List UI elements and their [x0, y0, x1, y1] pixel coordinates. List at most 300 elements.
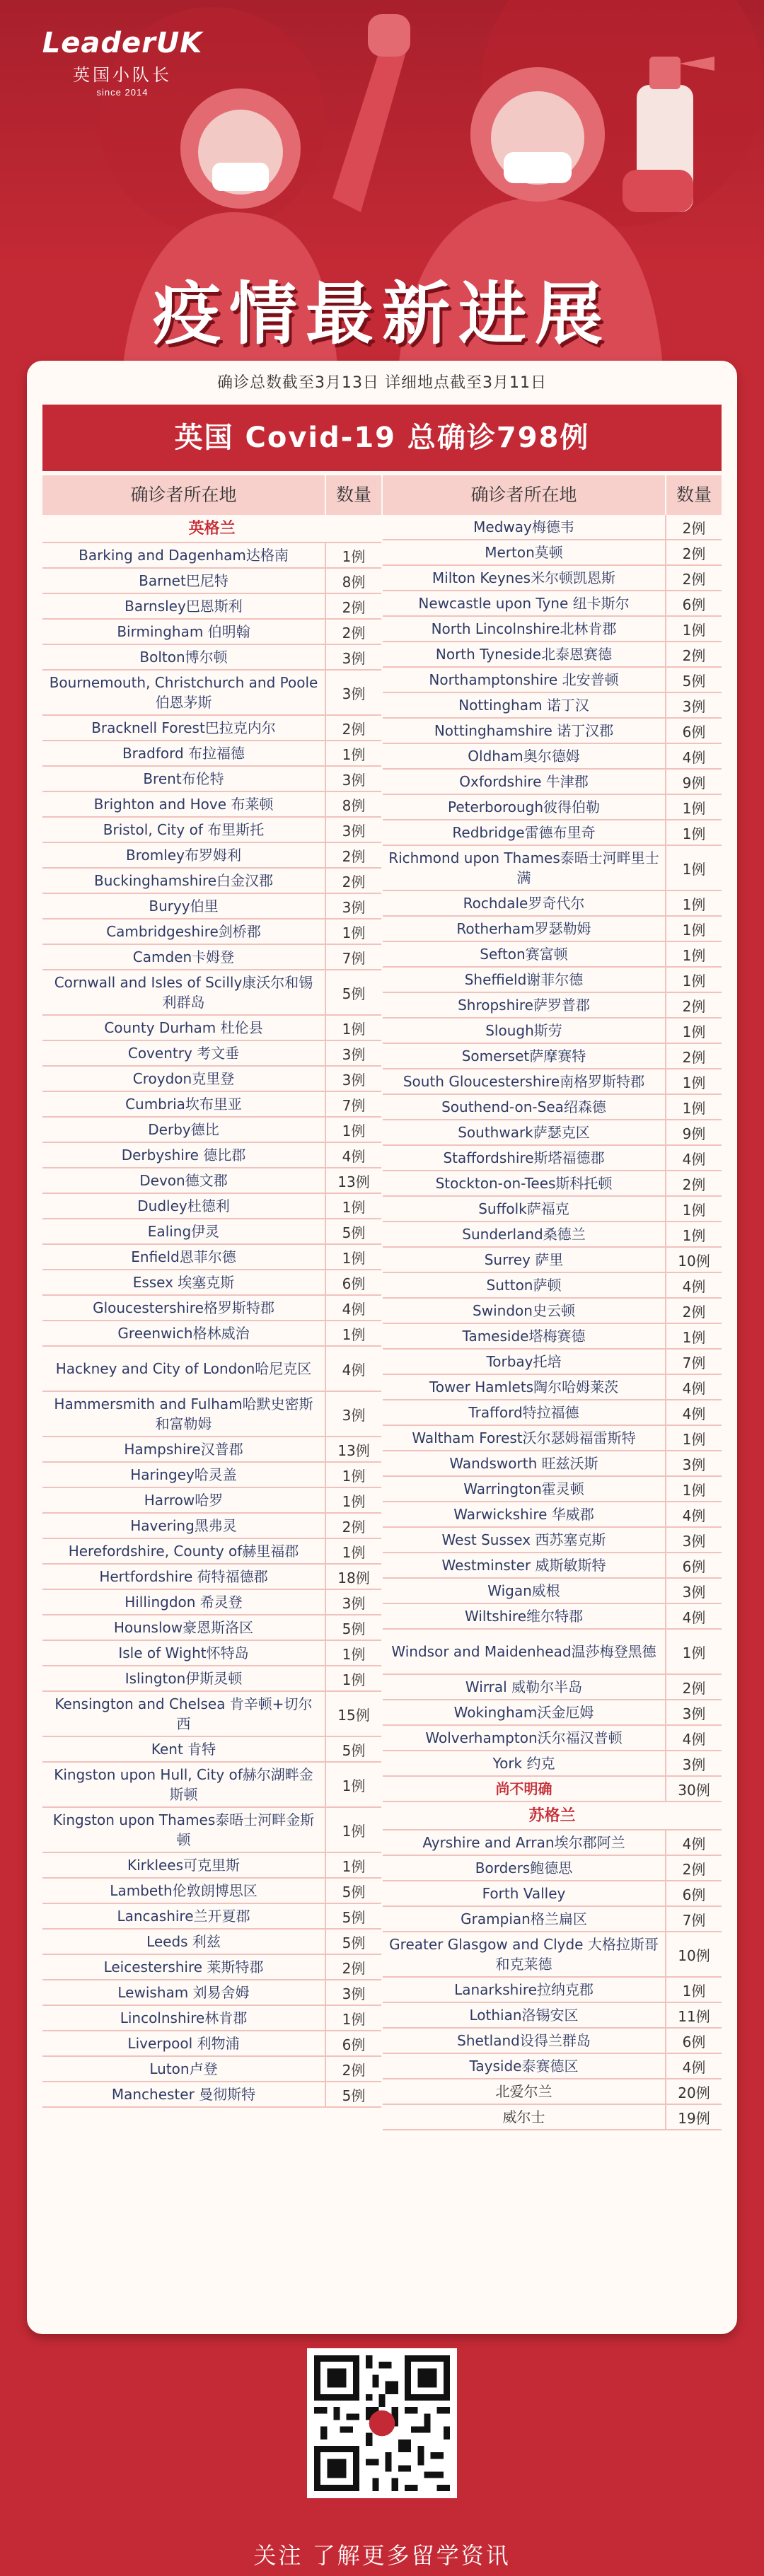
row-location: Havering黑弗灵: [130, 1517, 237, 1534]
row-location: Lambeth伦敦朗博思区: [110, 1882, 257, 1899]
table-row: [383, 1273, 722, 1299]
row-count: 1例: [325, 1016, 381, 1040]
table-row: [383, 1978, 722, 2003]
row-count: 3例: [665, 1751, 722, 1775]
table-row: [42, 1565, 381, 1590]
row-count: 1例: [665, 1324, 722, 1348]
row-location: Tayside泰赛德区: [469, 2058, 579, 2075]
row-location: Barnsley巴恩斯利: [125, 598, 243, 615]
row-count: 1例: [325, 1641, 381, 1665]
brand-logo: [34, 27, 211, 98]
row-count: 2例: [665, 1044, 722, 1068]
row-location: Swindon史云顿: [473, 1302, 575, 1319]
row-location: Barnet巴尼特: [139, 572, 228, 589]
row-location: Derby德比: [148, 1121, 219, 1138]
table-row: [42, 543, 381, 569]
table-row: [383, 1932, 722, 1978]
row-count: 5例: [325, 970, 381, 1014]
table-row: [42, 2082, 381, 2108]
row-count: 5例: [325, 1737, 381, 1761]
table-row: [42, 1514, 381, 1539]
row-count: 1例: [665, 917, 722, 941]
table-row: [42, 1539, 381, 1565]
row-location: Borders鲍德思: [475, 1860, 573, 1876]
row-count: 1例: [665, 1069, 722, 1093]
row-location: Hampshire汉普郡: [124, 1441, 243, 1458]
row-location: Sefton赛富顿: [480, 946, 568, 963]
row-count: 8例: [325, 569, 381, 593]
table-row: [383, 1675, 722, 1700]
row-count: 4例: [665, 1726, 722, 1750]
row-count: 4例: [665, 1375, 722, 1399]
row-location: Barking and Dagenham达格南: [79, 547, 289, 564]
row-location: Gloucestershire格罗斯特郡: [93, 1299, 274, 1316]
table-row: [42, 716, 381, 741]
section-england: 英格兰: [42, 515, 381, 543]
row-count: 1例: [665, 1477, 722, 1501]
row-location: Greater Glasgow and Clyde 大格拉斯哥和克莱德: [389, 1936, 659, 1973]
table-row: [42, 1168, 381, 1194]
row-location: Essex 埃塞克斯: [132, 1274, 235, 1291]
row-count: 3例: [325, 894, 381, 918]
row-location: Rochdale罗奇代尔: [463, 895, 585, 912]
table-row: [383, 668, 722, 693]
row-location: Waltham Forest沃尔瑟姆福雷斯特: [412, 1429, 636, 1446]
table-row: [42, 767, 381, 792]
table-row: [42, 2057, 381, 2082]
row-count: 3例: [325, 767, 381, 791]
row-location: Newcastle upon Tyne 纽卡斯尔: [418, 595, 630, 612]
row-count: 1例: [665, 1630, 722, 1673]
row-location: Isle of Wight怀特岛: [118, 1644, 249, 1661]
row-location: County Durham 杜伦县: [104, 1019, 263, 1036]
row-location: Nottingham 诺丁汉: [458, 697, 589, 714]
table-row: [42, 1488, 381, 1514]
table-row: [42, 1347, 381, 1392]
row-location: Croydon克里登: [132, 1070, 235, 1087]
table-row: [42, 1879, 381, 1904]
table-row: [42, 1219, 381, 1245]
row-count: 2例: [665, 1675, 722, 1699]
header-location: 确诊者所在地: [470, 485, 577, 505]
row-count: 6例: [665, 719, 722, 743]
row-location: Wolverhampton沃尔福汉普顿: [425, 1729, 623, 1746]
table-row: [383, 2029, 722, 2054]
hero-banner: [0, 0, 764, 396]
right-table-body-2: [383, 1831, 722, 2130]
table-row: [42, 970, 381, 1016]
row-count: 1例: [325, 1666, 381, 1690]
table-row: [383, 1604, 722, 1630]
row-location: Kingston upon Thames泰晤士河畔金斯顿: [52, 1811, 315, 1848]
table-row: [383, 591, 722, 617]
row-location: Torbay托培: [486, 1353, 562, 1370]
table-row: [42, 792, 381, 818]
row-count: 3例: [665, 693, 722, 717]
row-count: 7例: [665, 1350, 722, 1374]
row-location: Devon德文郡: [139, 1172, 228, 1189]
row-count: 3例: [325, 1980, 381, 2004]
right-table-body: [383, 515, 722, 1802]
row-location: Bracknell Forest巴拉克内尔: [91, 719, 276, 736]
table-row: [383, 917, 722, 942]
brand-since: since 2014: [96, 87, 149, 98]
total-cases-banner: 英国 Covid-19 总确诊798例: [42, 405, 722, 471]
row-location: Buryy伯里: [149, 898, 219, 915]
table-row: [383, 968, 722, 993]
row-count: 10例: [665, 1248, 722, 1272]
row-location: Trafford特拉福德: [468, 1404, 579, 1421]
table-row: [383, 540, 722, 566]
table-row: [383, 719, 722, 744]
row-count: 8例: [325, 792, 381, 816]
row-location: 威尔士: [502, 2108, 545, 2125]
row-count: 5例: [325, 1219, 381, 1243]
table-row: [42, 1392, 381, 1437]
row-location: Rotherham罗瑟勒姆: [456, 920, 591, 937]
row-count: 13例: [325, 1437, 381, 1461]
row-location: Warwickshire 华威郡: [453, 1506, 594, 1523]
row-count: 4例: [665, 1400, 722, 1425]
row-count: 5例: [325, 1615, 381, 1640]
row-location: Windsor and Maidenhead温莎梅登黑德: [391, 1643, 656, 1660]
row-location: North Lincolnshire北林肯郡: [431, 620, 617, 637]
row-location: Haringey哈灵盖: [130, 1466, 237, 1483]
table-row: [42, 741, 381, 767]
table-row: [42, 1853, 381, 1879]
table-row: [42, 1463, 381, 1488]
row-location: Medway梅德韦: [473, 518, 574, 535]
table-row: [383, 942, 722, 968]
row-location: Brighton and Hove 布莱顿: [93, 796, 274, 813]
row-location: Cornwall and Isles of Scilly康沃尔和锡利群岛: [54, 974, 313, 1011]
row-count: 6例: [665, 1881, 722, 1905]
row-count: 20例: [665, 2079, 722, 2104]
row-location: Herefordshire, County of赫里福郡: [68, 1543, 299, 1560]
row-count: 19例: [665, 2105, 722, 2129]
table-row: [383, 1502, 722, 1528]
row-location: Oxfordshire 牛津郡: [459, 773, 589, 790]
row-count: 6例: [665, 591, 722, 615]
table-row: [42, 1615, 381, 1641]
row-location: Hertfordshire 荷特福德郡: [99, 1568, 268, 1585]
table-row: [383, 1019, 722, 1044]
row-location: Ayrshire and Arran埃尔郡阿兰: [422, 1834, 625, 1851]
row-count: 18例: [325, 1565, 381, 1589]
table-row: [383, 617, 722, 642]
row-count: 1例: [325, 1321, 381, 1345]
row-count: 1例: [665, 1019, 722, 1043]
row-location: Manchester 曼彻斯特: [111, 2086, 256, 2103]
row-location: Greenwich格林威治: [117, 1325, 250, 1342]
row-count: 3例: [325, 1067, 381, 1091]
row-location: Westminster 威斯敏斯特: [441, 1557, 606, 1574]
row-count: 1例: [665, 968, 722, 992]
row-count: 5例: [325, 2082, 381, 2106]
table-row: [383, 1324, 722, 1350]
row-location: Kirklees可克里斯: [127, 1857, 241, 1874]
table-row: [42, 1930, 381, 1955]
left-table-body: [42, 543, 381, 2108]
row-count: 1例: [325, 1539, 381, 1563]
row-count: 2例: [325, 716, 381, 740]
table-row: [42, 1980, 381, 2006]
row-location: North Tyneside北泰恩赛德: [435, 646, 613, 663]
row-count: 1例: [665, 1095, 722, 1119]
table-row: [383, 1451, 722, 1477]
table-row: [42, 1641, 381, 1666]
row-count: 1例: [325, 741, 381, 765]
row-count: 2例: [325, 1514, 381, 1538]
row-location: Wiltshire维尔特郡: [464, 1608, 584, 1625]
row-count: 3例: [665, 1528, 722, 1552]
table-row: [383, 1831, 722, 1856]
row-location: Leicestershire 莱斯特郡: [103, 1959, 264, 1975]
row-location: Grampian格兰扁区: [461, 1910, 587, 1927]
row-count: 1例: [325, 1488, 381, 1512]
row-location: Derbyshire 德比郡: [121, 1147, 246, 1164]
row-location: Brent布伦特: [143, 770, 224, 787]
table-header: [383, 475, 722, 515]
row-location: Forth Valley: [482, 1885, 566, 1902]
table-row: [42, 620, 381, 645]
table-row: [383, 1751, 722, 1777]
row-count: 5例: [325, 1879, 381, 1903]
row-count: 7例: [325, 1092, 381, 1116]
table-row: [42, 1270, 381, 1296]
table-row: [383, 1630, 722, 1675]
row-location: Sheffield谢菲尔德: [464, 971, 584, 988]
row-location: Camden卡姆登: [132, 948, 235, 965]
row-location: Sutton萨顿: [486, 1277, 562, 1294]
row-location: Hillingdon 希灵登: [125, 1594, 243, 1611]
table-row: [383, 2054, 722, 2079]
row-location: Hackney and City of London哈尼克区: [55, 1360, 312, 1377]
table-row: [42, 1692, 381, 1737]
row-count: 3例: [665, 1579, 722, 1603]
table-row: [42, 818, 381, 843]
table-row: [383, 1095, 722, 1120]
row-location: 尚不明确: [495, 1780, 552, 1797]
row-count: 2例: [665, 566, 722, 590]
qr-code-icon: [314, 2355, 450, 2491]
row-count: 2例: [665, 1856, 722, 1880]
row-count: 7例: [665, 1907, 722, 1931]
row-count: 2例: [325, 869, 381, 893]
row-count: 3例: [325, 1392, 381, 1436]
date-note: 确诊总数截至3月13日 详细地点截至3月11日: [217, 374, 547, 392]
row-location: Harrow哈罗: [144, 1492, 224, 1509]
table-row: [42, 1067, 381, 1092]
table-row: [42, 1763, 381, 1808]
row-count: 1例: [665, 1426, 722, 1450]
row-location: Wandsworth 旺兹沃斯: [449, 1455, 598, 1472]
row-location: Milton Keynes米尔顿凯恩斯: [432, 569, 616, 586]
row-location: Dudley杜德利: [137, 1197, 230, 1214]
row-count: 3例: [325, 671, 381, 714]
row-count: 1例: [325, 1245, 381, 1269]
row-location: Ealing伊灵: [147, 1223, 220, 1240]
row-location: Liverpool 利物浦: [127, 2035, 240, 2052]
table-row: [383, 1299, 722, 1324]
header-count: 数量: [665, 475, 722, 515]
row-location: Nottinghamshire 诺丁汉郡: [434, 722, 614, 739]
row-count: 6例: [665, 2029, 722, 2053]
row-count: 1例: [665, 1222, 722, 1246]
row-location: York 约克: [492, 1755, 555, 1772]
row-count: 6例: [325, 1270, 381, 1294]
table-row: [383, 1856, 722, 1881]
row-count: 5例: [665, 668, 722, 692]
row-location: Richmond upon Thames泰晤士河畔里士满: [388, 849, 659, 886]
row-count: 1例: [325, 1808, 381, 1852]
row-location: Enfield恩菲尔德: [131, 1248, 236, 1265]
table-row: [383, 515, 722, 540]
row-count: 9例: [665, 770, 722, 794]
row-location: Peterborough彼得伯勒: [447, 799, 601, 816]
follow-footer: 关注 了解更多留学资讯: [253, 2542, 511, 2569]
row-location: Merton莫顿: [485, 544, 563, 561]
row-count: 7例: [325, 945, 381, 969]
qr-code[interactable]: [307, 2348, 457, 2498]
row-count: 5例: [325, 1904, 381, 1928]
row-count: 1例: [665, 795, 722, 819]
row-count: 1例: [325, 919, 381, 944]
stats-card: [27, 361, 737, 2334]
row-location: Shetland设得兰群岛: [457, 2032, 591, 2049]
row-location: Lanarkshire拉纳克郡: [454, 1981, 594, 1998]
row-count: 1例: [325, 1763, 381, 1806]
row-count: 1例: [325, 1194, 381, 1218]
row-count: 4例: [665, 1502, 722, 1526]
row-count: 4例: [325, 1347, 381, 1391]
row-location: West Sussex 西苏塞克斯: [441, 1531, 606, 1548]
row-count: 2例: [665, 993, 722, 1017]
table-row: [383, 1553, 722, 1579]
row-location: Luton卢登: [149, 2060, 218, 2077]
table-row: [42, 1245, 381, 1270]
row-location: Slough斯劳: [485, 1022, 562, 1039]
row-location: Warrington霍灵顿: [463, 1480, 584, 1497]
table-row: [42, 1041, 381, 1067]
table-row: [383, 1350, 722, 1375]
row-count: 1例: [665, 846, 722, 890]
row-count: 1例: [665, 942, 722, 966]
table-row: [383, 1881, 722, 1907]
row-count: 15例: [325, 1692, 381, 1736]
row-count: 1例: [665, 1978, 722, 2002]
row-location: 北爱尔兰: [495, 2083, 552, 2100]
row-location: Kent 肯特: [151, 1741, 216, 1758]
table-row: [42, 945, 381, 970]
table-row: [383, 993, 722, 1019]
row-count: 2例: [665, 1299, 722, 1323]
table-row: [383, 1120, 722, 1146]
row-count: 30例: [665, 1777, 722, 1801]
row-location: Southend-on-Sea绍森德: [441, 1098, 606, 1115]
table-row: [42, 1016, 381, 1041]
row-count: 4例: [665, 1831, 722, 1855]
row-location: Wigan威根: [487, 1582, 560, 1599]
table-row: [383, 1069, 722, 1095]
table-row: [42, 1437, 381, 1463]
row-count: 2例: [325, 843, 381, 867]
table-row: [383, 642, 722, 668]
row-count: 11例: [665, 2003, 722, 2027]
header-location: 确诊者所在地: [130, 485, 237, 505]
row-location: Tower Hamlets陶尔哈姆莱茨: [429, 1379, 619, 1396]
row-count: 5例: [325, 1930, 381, 1954]
row-count: 2例: [325, 2057, 381, 2081]
table-row: [383, 820, 722, 846]
table-row: [383, 693, 722, 719]
table-row: [383, 1375, 722, 1400]
table-row: [383, 891, 722, 917]
row-count: 2例: [665, 642, 722, 666]
row-location: Somerset萨摩赛特: [461, 1048, 586, 1064]
table-row: [383, 1907, 722, 1932]
table-row: [383, 1579, 722, 1604]
table-row: [42, 1118, 381, 1143]
table-row: [383, 1044, 722, 1069]
table-row: [383, 795, 722, 820]
row-location: Bolton博尔顿: [139, 649, 228, 666]
row-count: 4例: [665, 1273, 722, 1297]
row-location: Islington伊斯灵顿: [125, 1670, 243, 1687]
row-location: Kensington and Chelsea 肯辛顿+切尔西: [54, 1695, 313, 1732]
row-location: Cumbria坎布里亚: [125, 1096, 242, 1113]
table-row: [383, 2105, 722, 2130]
row-count: 1例: [325, 543, 381, 567]
row-location: Coventry 考文垂: [127, 1045, 240, 1062]
table-row: [383, 1426, 722, 1451]
row-location: Southwark萨瑟克区: [458, 1124, 590, 1141]
table-row: [42, 919, 381, 945]
table-row: [383, 1528, 722, 1553]
row-count: 1例: [325, 1118, 381, 1142]
row-location: Shropshire萨罗普郡: [458, 997, 590, 1014]
row-count: 2例: [325, 1955, 381, 1979]
row-count: 1例: [665, 891, 722, 915]
row-location: Leeds 利兹: [146, 1933, 221, 1950]
row-count: 2例: [665, 515, 722, 539]
table-row: [42, 1321, 381, 1347]
table-row: [42, 1296, 381, 1321]
row-location: Sunderland桑德兰: [462, 1226, 586, 1243]
row-location: Northamptonshire 北安普顿: [429, 671, 619, 688]
header-count: 数量: [325, 475, 381, 515]
row-count: 1例: [665, 820, 722, 845]
row-location: Stockton-on-Tees斯科托顿: [435, 1175, 613, 1192]
table-row: [383, 1777, 722, 1802]
row-count: 10例: [665, 1932, 722, 1976]
row-location: Bradford 布拉福德: [122, 745, 245, 762]
row-count: 1例: [325, 1463, 381, 1487]
row-count: 3例: [665, 1700, 722, 1724]
table-row: [42, 2031, 381, 2057]
right-column: [383, 475, 722, 2130]
row-location: Buckinghamshire白金汉郡: [93, 872, 274, 889]
row-location: Bromley布罗姆利: [126, 847, 241, 864]
brand-cn-name: 英国小队长: [73, 65, 172, 85]
table-row: [42, 569, 381, 594]
row-location: Oldham奥尔德姆: [468, 748, 580, 765]
brand-name: LeaderUK: [42, 27, 203, 59]
table-row: [42, 1808, 381, 1853]
table-row: [42, 869, 381, 894]
row-count: 1例: [665, 617, 722, 641]
table-row: [383, 2003, 722, 2029]
